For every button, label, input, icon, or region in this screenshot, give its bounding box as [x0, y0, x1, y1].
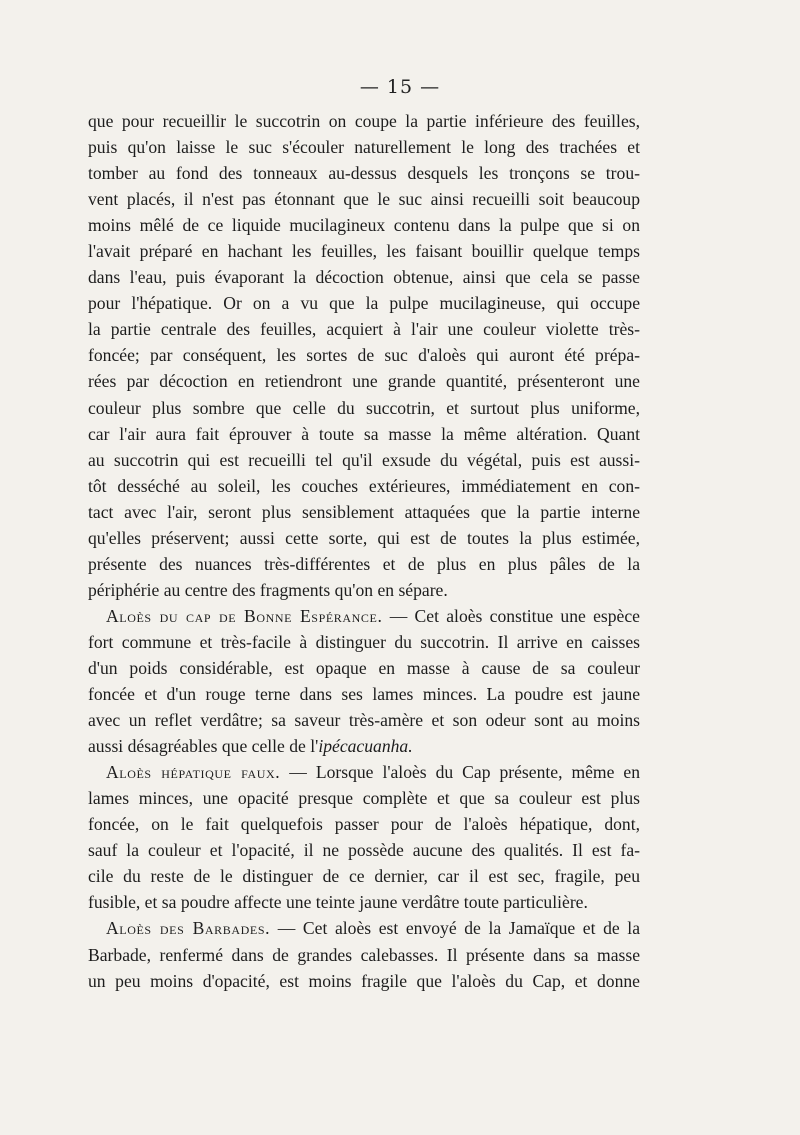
text-line: rées par décoction en retiendront une grande quantité, présenteront une — [88, 371, 640, 392]
text-line: couleur plus sombre que celle du succotrin, et surtout plus uniforme, — [88, 397, 640, 418]
paragraph-aloes-des-barbades — [88, 915, 640, 993]
text-line: fort commune et très-facile à distinguer du succotrin. Il arrive en caisses — [88, 631, 640, 652]
body-text — [88, 108, 640, 994]
text-line: que pour recueillir le succotrin on coupe la partie inférieure des feuilles, — [88, 111, 640, 131]
text-line: un peu moins d'opacité, est moins fragile que l'aloès du Cap, et donne — [88, 970, 640, 991]
text-line: l'avait préparé en hachant les feuilles, les faisant bouillir quelque temps — [88, 241, 640, 262]
paragraph-aloes-du-cap — [88, 603, 640, 759]
text-line — [88, 603, 640, 629]
text-line: tact avec l'air, seront plus sensiblement attaquées que la partie interne — [88, 501, 640, 522]
text-line: puis qu'on laisse le suc s'écouler naturellement le long des trachées et — [88, 137, 640, 158]
text-line: pour l'hépatique. Or on a vu que la pulpe mucilagineuse, qui occupe — [88, 293, 640, 314]
text-line: tomber au fond des tonneaux au-dessus desquels les tronçons se trou- — [88, 163, 640, 184]
text-line: au succotrin qui est recueilli tel qu'il exsude du végétal, puis est aussi- — [88, 449, 640, 470]
section-heading: Aloès hépatique faux. — [106, 762, 281, 783]
text-line: lames minces, une opacité presque complète et que sa couleur est plus — [88, 788, 640, 809]
text-fragment: aussi désagréables que celle de l' — [88, 736, 319, 757]
text-line: foncée et d'un rouge terne dans ses lames minces. La poudre est jaune — [88, 684, 640, 705]
page-number: — 15 — — [359, 76, 441, 98]
text-line: qu'elles préservent; aussi cette sorte, qui est de toutes la plus estimée, — [88, 527, 640, 548]
text-line: moins mêlé de ce liquide mucilagineux contenu dans la pulpe que si on — [88, 215, 640, 236]
text-line: foncée, on le fait quelquefois passer pour de l'aloès hépatique, dont, — [88, 814, 640, 835]
text-line — [88, 759, 640, 785]
text-line: présente des nuances très-différentes et de plus en plus pâles de la — [88, 553, 640, 574]
text-line: d'un poids considérable, est opaque en masse à cause de sa couleur — [88, 657, 640, 678]
text-line: sauf la couleur et l'opacité, il ne possède aucune des qualités. Il est fa- — [88, 840, 640, 861]
text-line: fusible, et sa poudre affecte une teinte jaune verdâtre toute particulière. — [88, 892, 588, 913]
section-heading: Aloès du cap de Bonne Espérance. — [106, 605, 383, 626]
section-heading: Aloès des Barbades. — [106, 918, 271, 939]
text-fragment: — Cet aloès constitue une espèce — [382, 605, 640, 626]
text-line: cile du reste de le distinguer de ce dernier, car il est sec, fragile, peu — [88, 866, 640, 887]
text-line: car l'air aura fait éprouver à toute sa masse la même altération. Quant — [88, 423, 640, 444]
text-line: foncée; par conséquent, les sortes de suc d'aloès qui auront été prépa- — [88, 345, 640, 366]
text-fragment: — Cet aloès est envoyé de la Jamaïque et de la — [270, 918, 640, 939]
text-line — [88, 915, 640, 941]
text-line: tôt desséché au soleil, les couches extérieures, immédiatement en con- — [88, 475, 640, 496]
text-line: vent placés, il n'est pas étonnant que le suc ainsi recueilli soit beaucoup — [88, 189, 640, 210]
text-line: Barbade, renfermé dans de grandes calebasses. Il présente dans sa masse — [88, 944, 640, 965]
text-line: dans l'eau, puis évaporant la décoction obtenue, ainsi que cela se passe — [88, 267, 640, 288]
italic-term: ipécacuanha. — [318, 736, 413, 757]
text-line: avec un reflet verdâtre; sa saveur très-amère et son odeur sont au moins — [88, 710, 640, 731]
paragraph-aloes-hepatique-faux — [88, 759, 640, 915]
text-line — [88, 733, 640, 759]
paragraph-succotrin — [88, 108, 640, 603]
text-line: la partie centrale des feuilles, acquiert à l'air une couleur violette très- — [88, 319, 640, 340]
text-line: périphérie au centre des fragments qu'on en sépare. — [88, 579, 448, 600]
text-fragment: — Lorsque l'aloès du Cap présente, même en — [280, 762, 640, 783]
